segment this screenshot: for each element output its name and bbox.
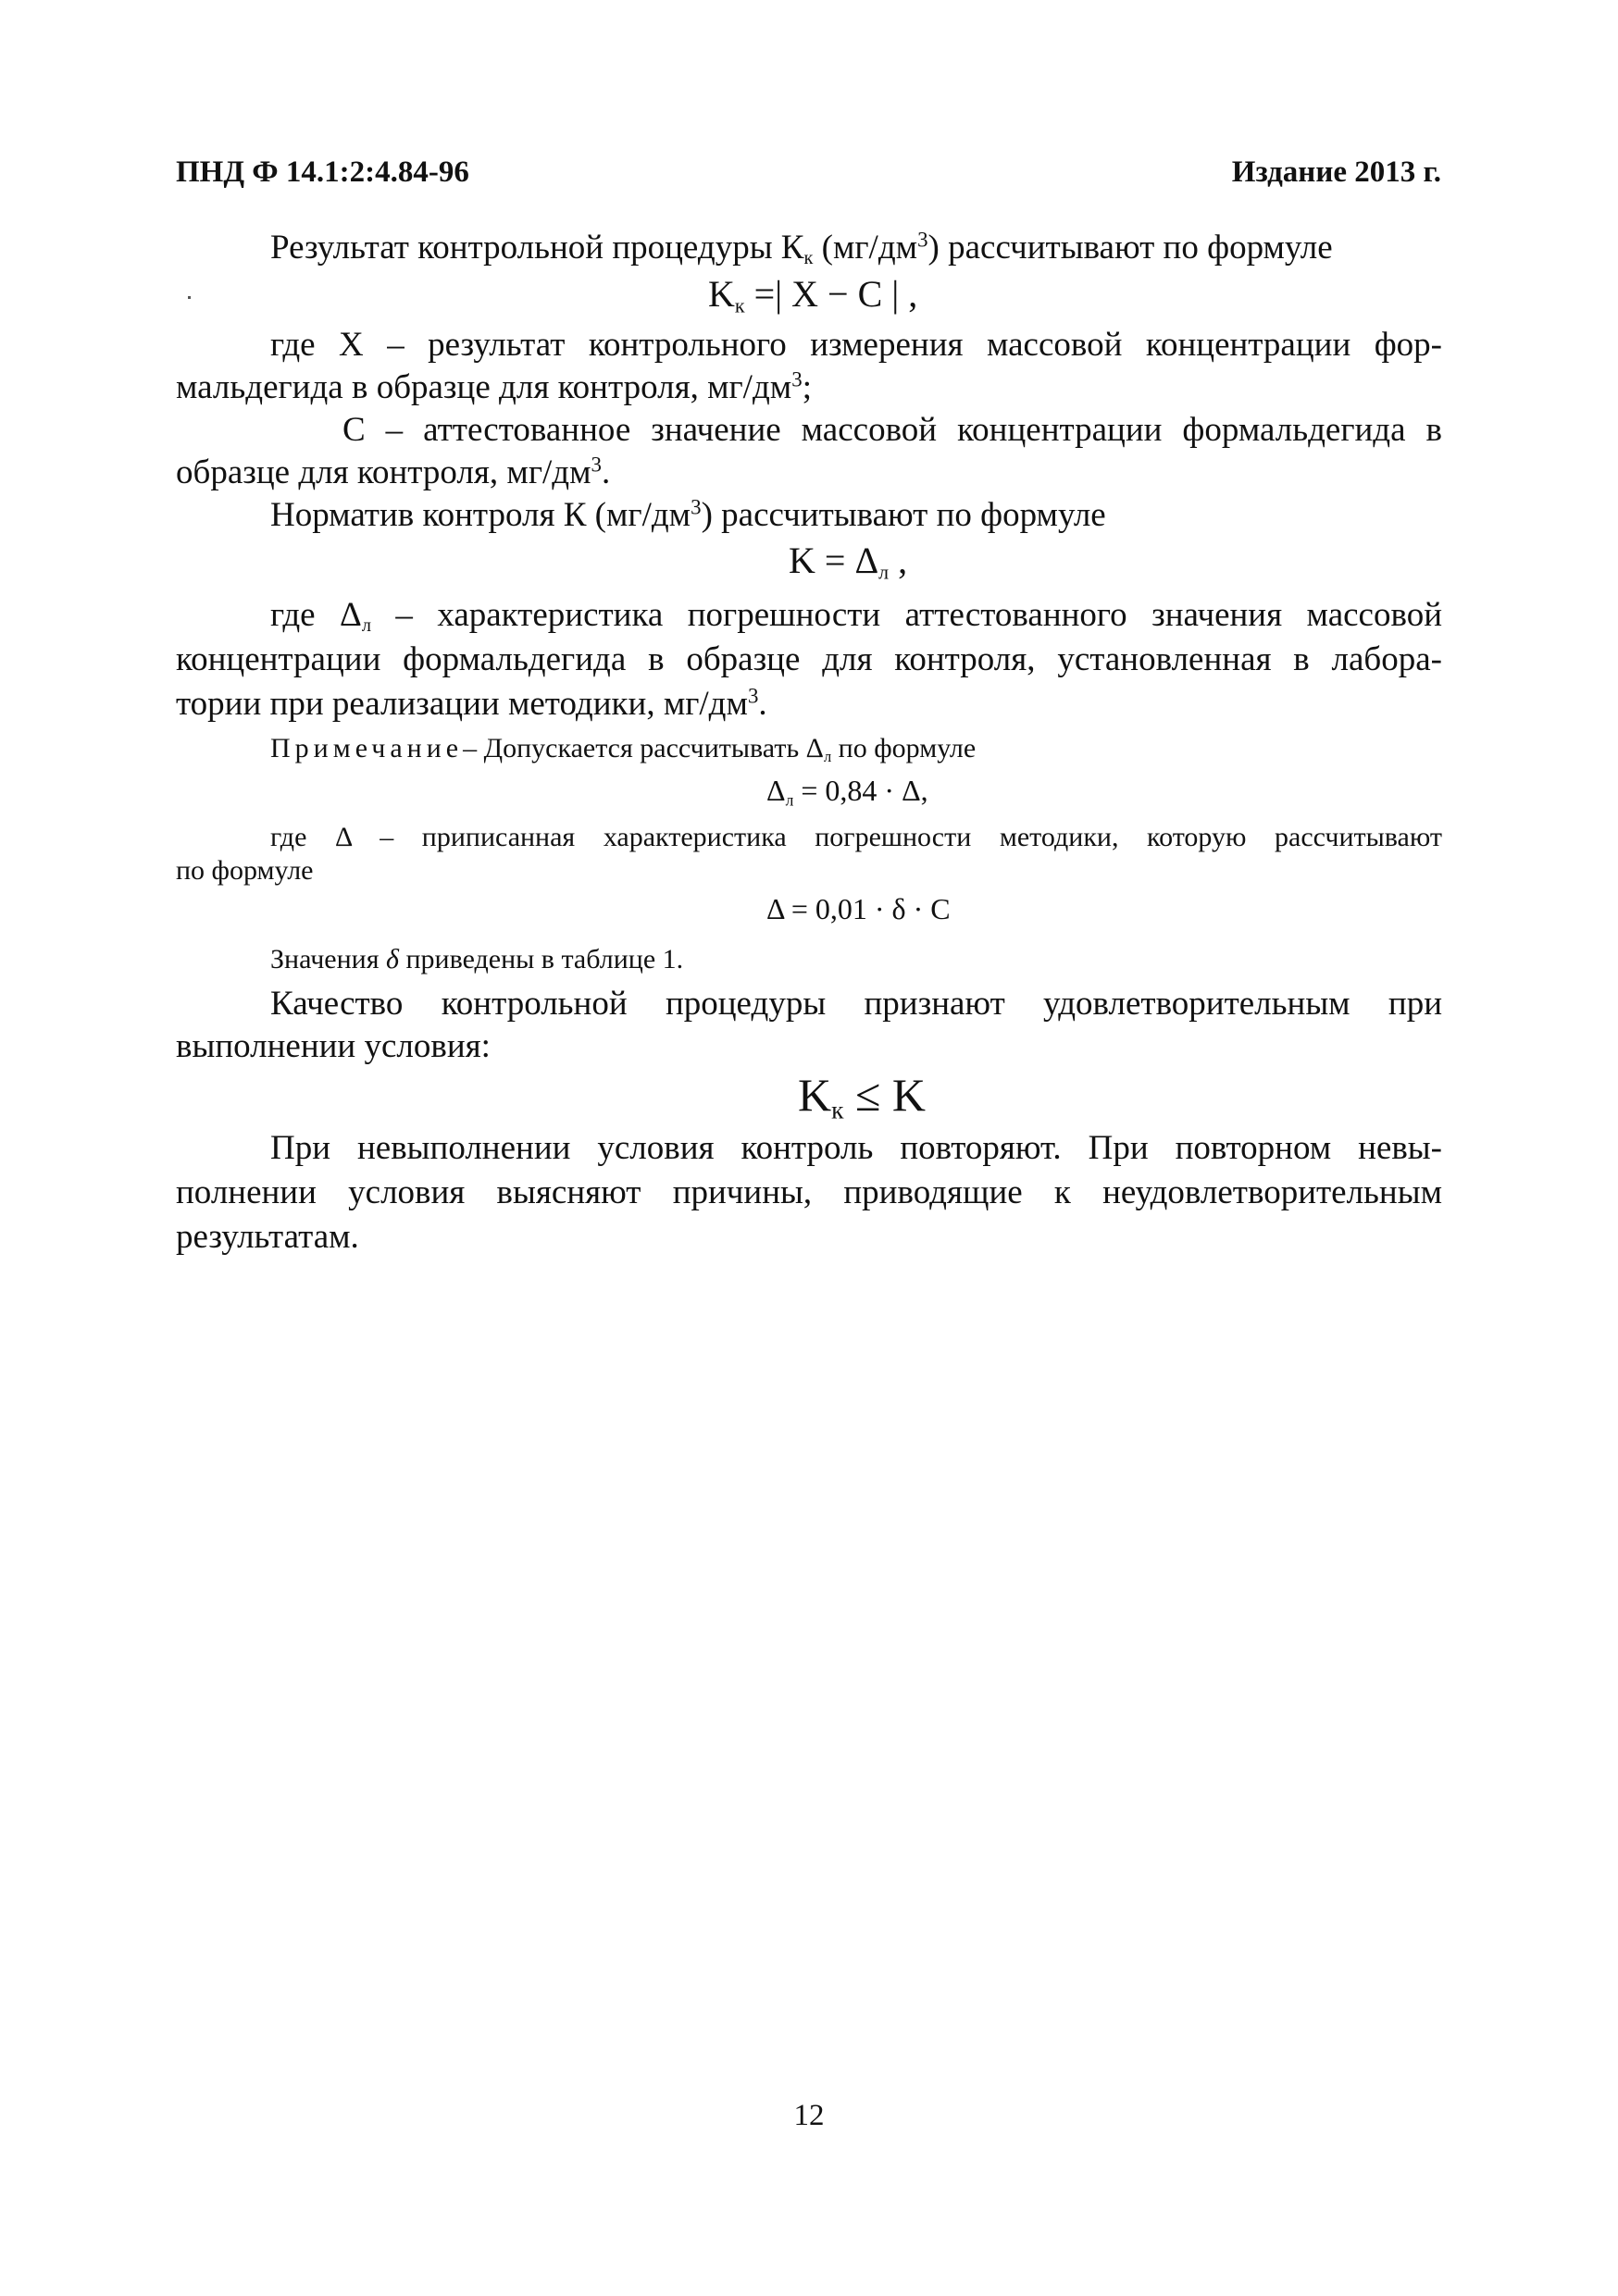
- definition-delta-l-line3: тории при реализации методики, $мг/дм^3$.: [176, 684, 767, 723]
- edition-year: Издание 2013 г.: [1231, 155, 1441, 189]
- formula-delta-l: $\Delta_л = 0,84 \cdot \Delta$,: [766, 774, 928, 810]
- final-line1: При невыполнении условия контроль повторяют. При повторном невы-: [270, 1129, 1442, 1167]
- formula-control-norm: $K = \Delta_л$ ,: [789, 540, 908, 584]
- note: Примечание– Допускается рассчитывать $\Delta_л$ по формуле: [270, 733, 977, 765]
- paragraph-control-result: Результат контрольной процедуры $К_к$ $(мг/дм^3)$ рассчитывают по формуле: [270, 228, 1333, 269]
- quality-line1: Качество контрольной процедуры признают удовлетворительным при: [270, 985, 1442, 1023]
- quality-line2: выполнении условия:: [176, 1027, 491, 1065]
- definition-delta-line2: по формуле: [176, 855, 314, 886]
- final-line2: полнении условия выясняют причины, приводящие к неудовлетворительным: [176, 1173, 1442, 1211]
- paragraph-control-norm: Норматив контроля К $(мг/дм^3)$ рассчитывают по формуле: [270, 495, 1106, 534]
- definition-delta-line1: где Δ – приписанная характеристика погрешности методики, которую рассчитывают: [270, 822, 1442, 852]
- definition-delta-l-line2: концентрации формальдегида в образце для контроля, установленная в лабора-: [176, 640, 1442, 678]
- definition-delta-l-line1: где $\Delta_л$ – характеристика погрешности аттестованного значения массовой: [270, 596, 1442, 637]
- formula-condition: $K_к \le K$: [798, 1069, 927, 1124]
- final-line3: результатам.: [176, 1218, 359, 1256]
- definition-c-line1: С – аттестованное значение массовой концентрации формальдегида в: [342, 411, 1442, 449]
- document-code: ПНД Ф 14.1:2:4.84-96: [176, 155, 469, 189]
- delta-values-reference: Значения δ приведены в таблице 1.: [270, 944, 684, 974]
- formula-control-result: $K_к$ =| X − C | ,: [708, 273, 918, 317]
- definition-x-line1: где X – результат контрольного измерения массовой концентрации фор-: [270, 326, 1442, 364]
- formula-delta: Δ = 0,01 · δ · C: [766, 892, 951, 925]
- definition-c-line2: образце для контроля, $мг/дм^3$.: [176, 453, 611, 491]
- scan-speck: [188, 296, 191, 299]
- page-number: 12: [793, 2099, 825, 2132]
- definition-x-line2: мальдегида в образце для контроля, $мг/дм^3$;: [176, 367, 812, 406]
